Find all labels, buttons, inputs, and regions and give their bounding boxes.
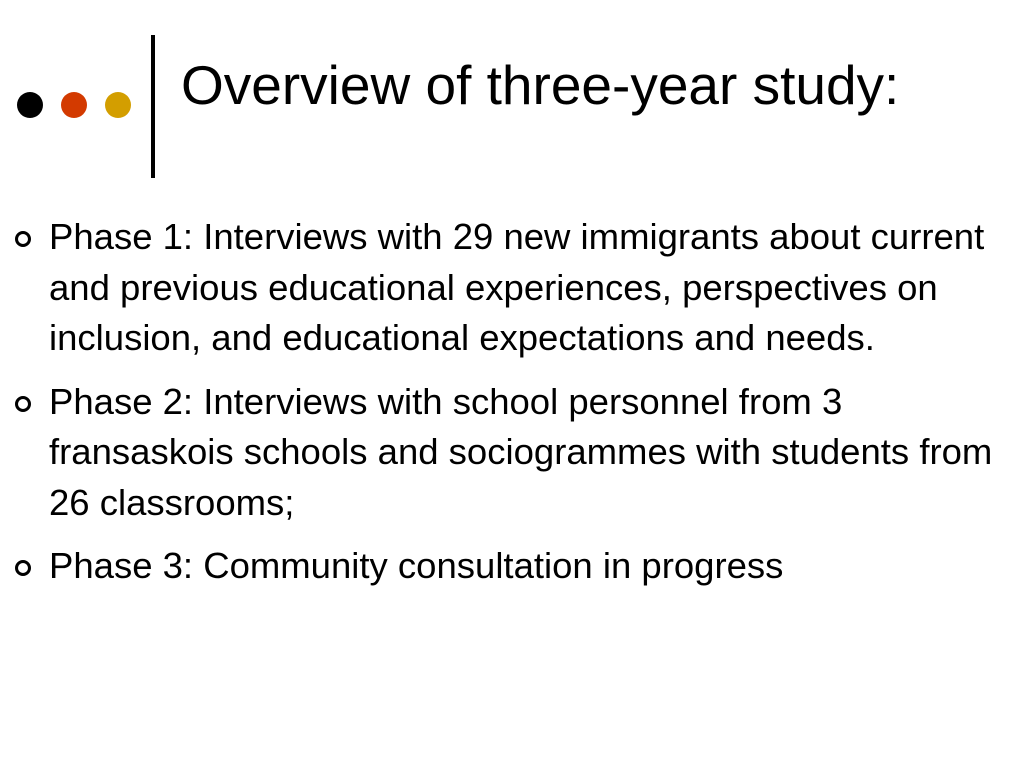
orange-dot-icon [61,92,87,118]
bullet-item-phase-2 [0,377,1010,529]
bullet-text: Phase 2: Interviews with school personnel from 3 fransaskois schools and sociogrammes with students from 26 classrooms; [49,380,993,523]
decorative-dots [17,92,137,122]
bullet-circle-icon [15,396,31,412]
black-dot-icon [17,92,43,118]
bullet-text: Phase 1: Interviews with 29 new immigrants about current and previous educational experiences, perspectives on inclusion, and educational expectations and needs. [49,216,985,358]
title-divider [151,35,155,178]
slide-title: Overview of three-year study: [181,54,900,116]
bullet-list [0,212,1010,605]
bullet-circle-icon [15,231,31,247]
bullet-item-phase-1 [0,212,1010,364]
bullet-circle-icon [15,560,31,576]
gold-dot-icon [105,92,131,118]
bullet-item-phase-3 [0,541,1010,592]
bullet-text: Phase 3: Community consultation in progress [49,545,784,586]
